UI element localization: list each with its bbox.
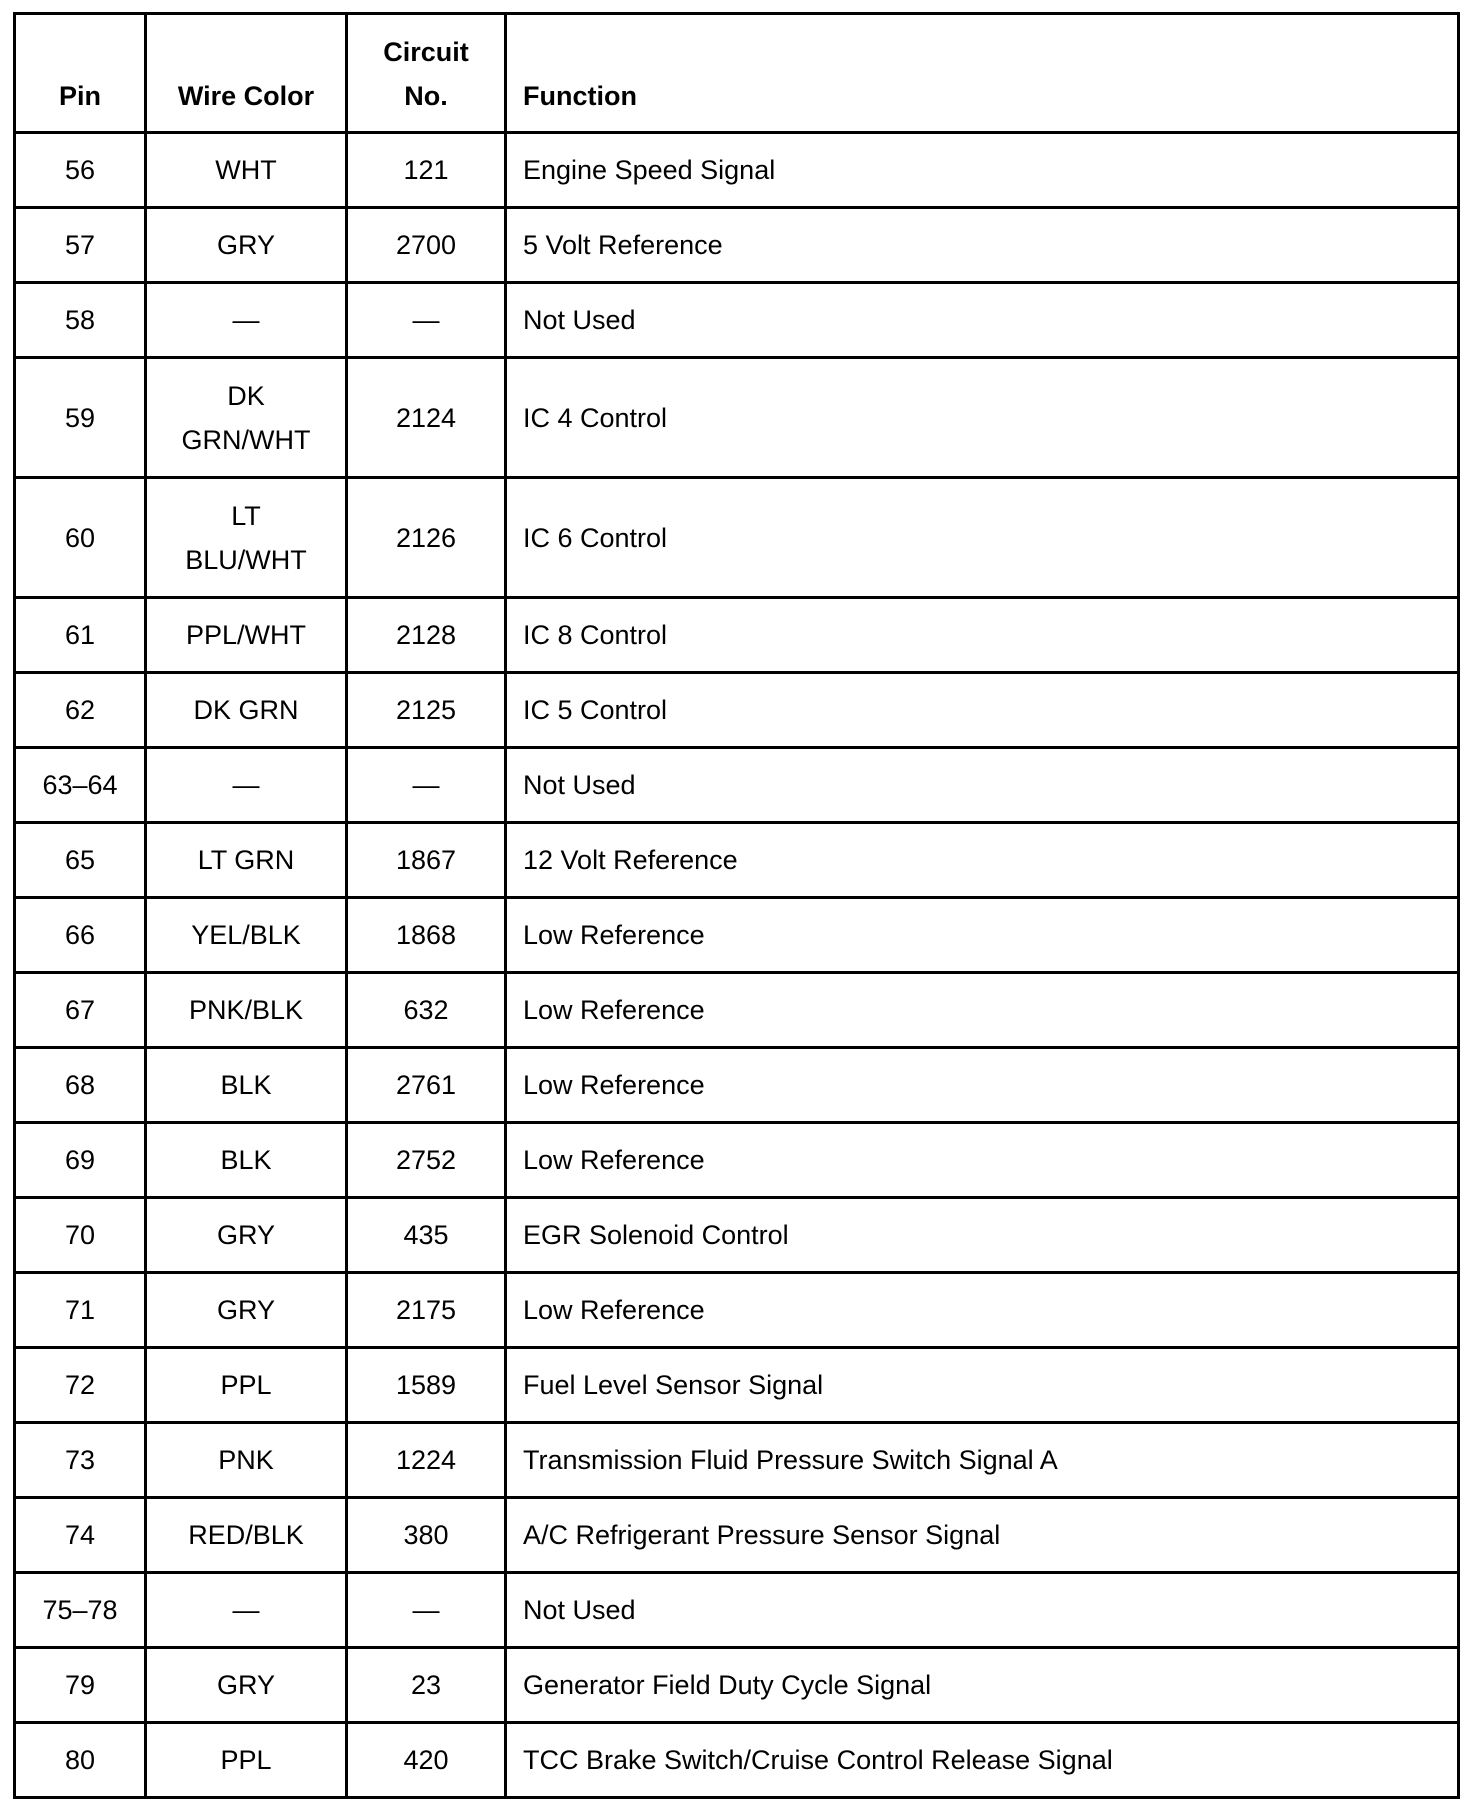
function-cell: Transmission Fluid Pressure Switch Signal A [506, 1423, 1459, 1498]
wire-color-text: GRY [216, 1220, 276, 1250]
table-row [15, 283, 1459, 358]
circuit-cell: 380 [347, 1498, 506, 1573]
circuit-cell: — [347, 748, 506, 823]
circuit-cell: 1867 [347, 823, 506, 898]
wire-color-cell [146, 1648, 347, 1723]
function-cell: A/C Refrigerant Pressure Sensor Signal [506, 1498, 1459, 1573]
wire-color-text: RED/BLK [188, 1520, 304, 1550]
circuit-cell: 23 [347, 1648, 506, 1723]
wire-color-text: — [232, 1595, 260, 1625]
table-row [15, 1723, 1459, 1798]
wire-color-text: GRN/WHT [181, 424, 311, 455]
circuit-cell: 2761 [347, 1048, 506, 1123]
wire-color-cell [146, 1123, 347, 1198]
wire-color-cell [146, 358, 347, 478]
table-row [15, 1423, 1459, 1498]
pin-table [13, 12, 1460, 1799]
function-cell: Not Used [506, 748, 1459, 823]
function-cell: Low Reference [506, 973, 1459, 1048]
header-wire-color: Wire Color [146, 14, 347, 133]
table-row [15, 1123, 1459, 1198]
table-row [15, 1198, 1459, 1273]
pin-cell: 68 [15, 1048, 146, 1123]
circuit-cell: 2700 [347, 208, 506, 283]
pin-cell: 75–78 [15, 1573, 146, 1648]
function-cell: EGR Solenoid Control [506, 1198, 1459, 1273]
pin-cell: 60 [15, 478, 146, 598]
wire-color-cell [146, 1723, 347, 1798]
wire-color-cell [146, 823, 347, 898]
function-cell: Not Used [506, 1573, 1459, 1648]
wire-color-text: — [232, 305, 260, 335]
wire-color-cell [146, 598, 347, 673]
circuit-cell: — [347, 283, 506, 358]
wire-color-text: BLU/WHT [185, 544, 307, 575]
pin-cell: 70 [15, 1198, 146, 1273]
function-cell: TCC Brake Switch/Cruise Control Release Signal [506, 1723, 1459, 1798]
circuit-cell: 2752 [347, 1123, 506, 1198]
wire-color-text: DK GRN [193, 695, 299, 725]
table-row [15, 823, 1459, 898]
function-cell: Low Reference [506, 1123, 1459, 1198]
wire-color-cell [146, 133, 347, 208]
wire-color-text: PPL/WHT [185, 620, 306, 650]
header-pin: Pin [15, 14, 146, 133]
function-cell: 5 Volt Reference [506, 208, 1459, 283]
wire-color-cell [146, 1573, 347, 1648]
pin-cell: 74 [15, 1498, 146, 1573]
circuit-cell: 2128 [347, 598, 506, 673]
wire-color-cell [146, 1348, 347, 1423]
wire-color-cell [146, 208, 347, 283]
wire-color-text: PPL [220, 1370, 272, 1400]
wire-color-text: YEL/BLK [191, 920, 301, 950]
function-cell: IC 4 Control [506, 358, 1459, 478]
wire-color-cell [146, 898, 347, 973]
function-cell: IC 5 Control [506, 673, 1459, 748]
table-row [15, 898, 1459, 973]
circuit-cell: 2126 [347, 478, 506, 598]
header-function: Function [506, 14, 1459, 133]
wire-color-text: BLK [220, 1070, 272, 1100]
pin-cell: 80 [15, 1723, 146, 1798]
pin-cell: 65 [15, 823, 146, 898]
circuit-cell: 2124 [347, 358, 506, 478]
wire-color-cell [146, 973, 347, 1048]
circuit-cell: 1589 [347, 1348, 506, 1423]
wire-color-cell [146, 1423, 347, 1498]
pin-cell: 72 [15, 1348, 146, 1423]
table-row [15, 1573, 1459, 1648]
function-cell: Low Reference [506, 1273, 1459, 1348]
wire-color-text: — [232, 770, 260, 800]
pin-cell: 67 [15, 973, 146, 1048]
table-row [15, 598, 1459, 673]
pin-cell: 62 [15, 673, 146, 748]
wire-color-cell [146, 1273, 347, 1348]
table-row [15, 973, 1459, 1048]
wire-color-cell [146, 673, 347, 748]
pin-cell: 66 [15, 898, 146, 973]
wire-color-cell [146, 1198, 347, 1273]
table-row [15, 478, 1459, 598]
circuit-cell: 2125 [347, 673, 506, 748]
function-cell: Engine Speed Signal [506, 133, 1459, 208]
pin-cell: 59 [15, 358, 146, 478]
wire-color-text: DK [227, 380, 265, 411]
table-row [15, 1498, 1459, 1573]
header-row [15, 14, 1459, 133]
table-row [15, 673, 1459, 748]
pin-cell: 69 [15, 1123, 146, 1198]
circuit-cell: 435 [347, 1198, 506, 1273]
wire-color-cell [146, 283, 347, 358]
circuit-cell: 1868 [347, 898, 506, 973]
table-row [15, 1648, 1459, 1723]
wire-color-text: GRY [216, 230, 276, 260]
circuit-cell: 121 [347, 133, 506, 208]
wire-color-text: PNK/BLK [188, 995, 304, 1025]
pin-cell: 71 [15, 1273, 146, 1348]
table-row [15, 133, 1459, 208]
circuit-cell: — [347, 1573, 506, 1648]
function-cell: IC 8 Control [506, 598, 1459, 673]
pin-cell: 73 [15, 1423, 146, 1498]
function-cell: Fuel Level Sensor Signal [506, 1348, 1459, 1423]
wire-color-cell [146, 1048, 347, 1123]
circuit-cell: 420 [347, 1723, 506, 1798]
wire-color-cell [146, 1498, 347, 1573]
wire-color-text: PPL [220, 1745, 272, 1775]
header-circuit-no: Circuit No. [347, 14, 506, 133]
wire-color-text: LT [231, 500, 261, 531]
wire-color-text: GRY [216, 1295, 276, 1325]
pin-cell: 63–64 [15, 748, 146, 823]
function-cell: IC 6 Control [506, 478, 1459, 598]
wire-color-text: BLK [220, 1145, 272, 1175]
wire-color-text: PNK [218, 1445, 274, 1475]
function-cell: Not Used [506, 283, 1459, 358]
circuit-cell: 2175 [347, 1273, 506, 1348]
wire-color-cell [146, 748, 347, 823]
pin-cell: 58 [15, 283, 146, 358]
wire-color-cell [146, 478, 347, 598]
function-cell: Generator Field Duty Cycle Signal [506, 1648, 1459, 1723]
pin-cell: 57 [15, 208, 146, 283]
function-cell: Low Reference [506, 898, 1459, 973]
table-row [15, 748, 1459, 823]
pin-cell: 61 [15, 598, 146, 673]
table-row [15, 1273, 1459, 1348]
table-row [15, 358, 1459, 478]
wire-color-text: GRY [216, 1670, 276, 1700]
pin-cell: 56 [15, 133, 146, 208]
function-cell: 12 Volt Reference [506, 823, 1459, 898]
circuit-cell: 1224 [347, 1423, 506, 1498]
pin-rows [15, 133, 1459, 1798]
function-cell: Low Reference [506, 1048, 1459, 1123]
pin-cell: 79 [15, 1648, 146, 1723]
wire-color-text: WHT [215, 155, 277, 185]
table-row [15, 208, 1459, 283]
wire-color-text: LT GRN [197, 845, 295, 875]
circuit-cell: 632 [347, 973, 506, 1048]
table-row [15, 1048, 1459, 1123]
table-row [15, 1348, 1459, 1423]
